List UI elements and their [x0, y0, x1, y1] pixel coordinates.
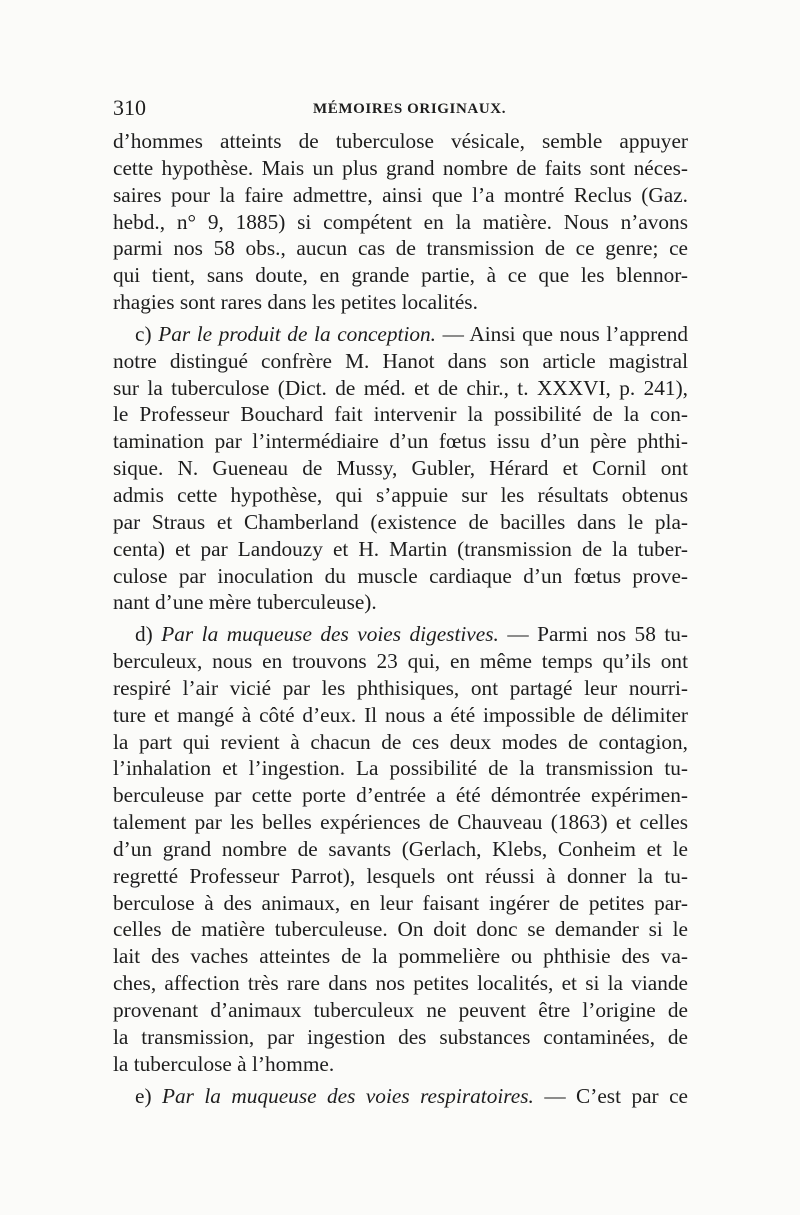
text-line: la transmission, par ingestion des substances contaminées, de — [113, 1024, 688, 1049]
text-line: parmi nos 58 obs., aucun cas de transmission de ce genre; ce — [113, 236, 688, 261]
body-text — [113, 128, 688, 1114]
text-line: cette hypothèse. Mais un plus grand nombre de faits sont néces- — [113, 155, 688, 180]
text-line: sique. N. Gueneau de Mussy, Gubler, Hérard et Cornil ont — [113, 456, 688, 481]
text-line: lait des vaches atteintes de la pommelière ou phthisie des va- — [113, 944, 688, 969]
text-line: qui tient, sans doute, en grande partie, à ce que les blennor- — [113, 263, 688, 288]
section-heading: Par la muqueuse des voies respiratoires. — [162, 1083, 534, 1108]
text-run: — Ainsi que nous l’apprend — [442, 321, 689, 346]
text-line: par Straus et Chamberland (existence de bacilles dans le pla- — [113, 509, 688, 534]
paragraph-e — [113, 1083, 688, 1110]
paragraph-first-line — [113, 621, 688, 648]
text-line: la tuberculose à l’homme. — [113, 1051, 335, 1076]
text-line: notre distingué confrère M. Hanot dans son article magistral — [113, 348, 688, 373]
page-number: 310 — [113, 95, 146, 120]
text-run: — C’est par ce — [544, 1083, 689, 1108]
page-header — [113, 96, 687, 120]
paragraph-first-line — [113, 1083, 688, 1110]
text-line: sur la tuberculose (Dict. de méd. et de chir., t. XXXVI, p. 241), — [113, 375, 688, 400]
text-line: rhagies sont rares dans les petites localités. — [113, 290, 478, 315]
text-line: saires pour la faire admettre, ainsi que l’a montré Reclus (Gaz. — [113, 182, 688, 207]
text-line: respiré l’air vicié par les phthisiques, ont partagé leur nourri- — [113, 675, 688, 700]
text-line: d’un grand nombre de savants (Gerlach, Klebs, Conheim et le — [113, 836, 688, 861]
text-line: talement par les belles expériences de Chauveau (1863) et celles — [113, 810, 688, 835]
text-line: regretté Professeur Parrot), lesquels ont réussi à donner la tu- — [113, 863, 688, 888]
section-heading: Par la muqueuse des voies digestives. — [161, 622, 499, 647]
text-line: admis cette hypothèse, qui s’appuie sur les résultats obtenus — [113, 482, 688, 507]
text-line: berculeuse par cette porte d’entrée a été démontrée expérimen- — [113, 783, 688, 808]
paragraph-first-line — [113, 321, 688, 348]
text-run: — Parmi nos 58 tu- — [507, 622, 688, 647]
text-line: d’hommes atteints de tuberculose vésicale, semble appuyer — [113, 129, 688, 153]
paragraph-d — [113, 621, 688, 1077]
text-line: centa) et par Landouzy et H. Martin (transmission de la tuber- — [113, 536, 688, 561]
text-line: l’inhalation et l’ingestion. La possibilité de la transmission tu- — [113, 756, 688, 781]
section-heading: Par le produit de la conception. — [158, 321, 436, 346]
list-label: d) — [135, 622, 153, 647]
list-label: c) — [135, 321, 152, 346]
text-line: hebd., n° 9, 1885) si compétent en la matière. Nous n’avons — [113, 209, 688, 234]
paragraph-c — [113, 321, 688, 616]
text-line: le Professeur Bouchard fait intervenir la possibilité de la con- — [113, 402, 688, 427]
paragraph-continuation — [113, 128, 688, 316]
list-label: e) — [135, 1083, 152, 1108]
text-line: la part qui revient à chacun de ces deux modes de contagion, — [113, 729, 688, 754]
text-line: ture et mangé à côté d’eux. Il nous a été impossible de délimiter — [113, 702, 688, 727]
text-line: nant d’une mère tuberculeuse). — [113, 590, 377, 615]
text-line: ches, affection très rare dans nos petites localités, et si la viande — [113, 971, 688, 996]
text-line: provenant d’animaux tuberculeux ne peuvent être l’origine de — [113, 998, 688, 1022]
text-line: celles de matière tuberculeuse. On doit donc se demander si le — [113, 917, 688, 942]
text-line: culose par inoculation du muscle cardiaque d’un fœtus prove- — [113, 563, 688, 588]
text-line: berculeux, nous en trouvons 23 qui, en même temps qu’ils ont — [113, 649, 688, 674]
text-line: tamination par l’intermédiaire d’un fœtus issu d’un père phthi- — [113, 429, 688, 454]
running-head: MÉMOIRES ORIGINAUX. — [313, 101, 507, 117]
text-line: berculose à des animaux, en leur faisant ingérer de petites par- — [113, 890, 688, 915]
